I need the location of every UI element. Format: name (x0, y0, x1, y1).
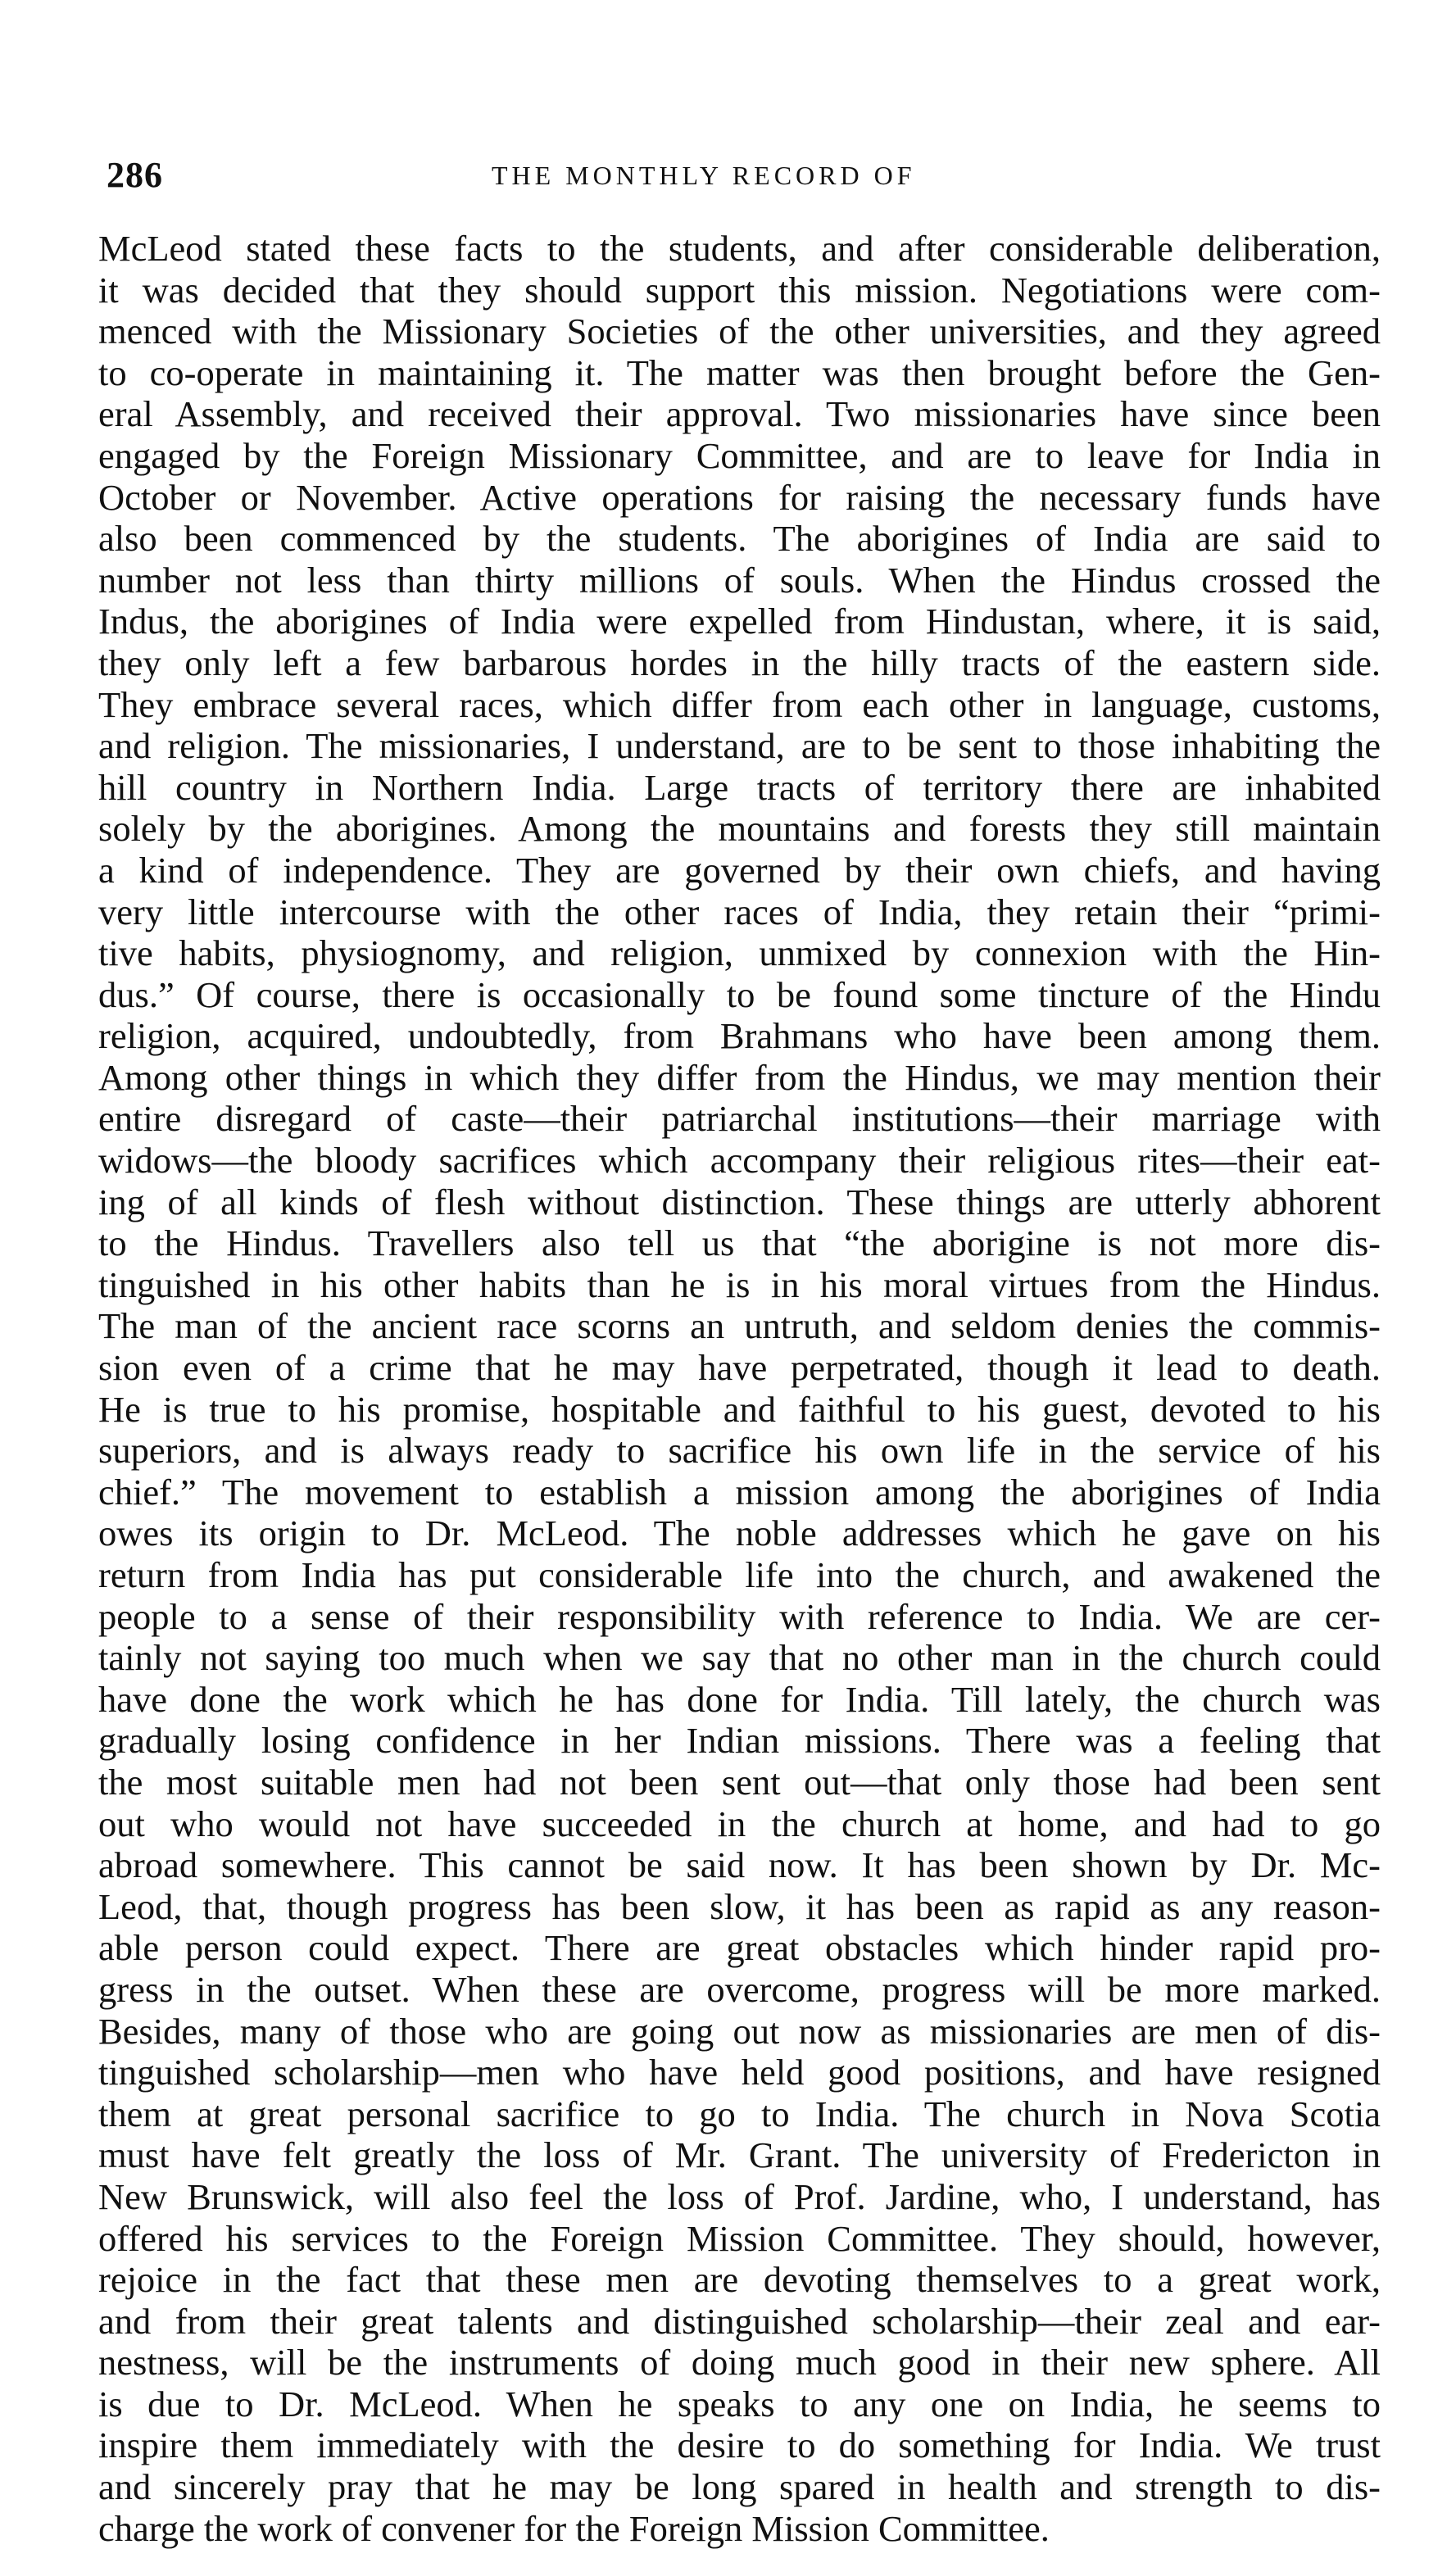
text-line: sion even of a crime that he may have perpetrated, though it lead to death. (98, 1347, 1381, 1389)
text-line: able person could expect. There are great obstacles which hinder rapid pro- (98, 1927, 1381, 1969)
text-line: out who would not have succeeded in the church at home, and had to go (98, 1803, 1381, 1844)
text-line: inspire them immediately with the desire to do something for India. We trust (98, 2424, 1381, 2466)
text-line: tive habits, physiognomy, and religion, unmixed by connexion with the Hin- (98, 932, 1381, 974)
text-line: people to a sense of their responsibility with reference to India. We are cer- (98, 1595, 1381, 1637)
text-line: October or November. Active operations for raising the necessary funds have (98, 476, 1381, 518)
text-line: them at great personal sacrifice to go to India. The church in Nova Scotia (98, 2093, 1381, 2134)
text-line: and religion. The missionaries, I understand, are to be sent to those inhabiting the (98, 725, 1381, 767)
text-line: must have felt greatly the loss of Mr. Grant. The university of Fredericton in (98, 2134, 1381, 2176)
body-paragraph (98, 228, 1381, 2549)
text-line: rejoice in the fact that these men are devoting themselves to a great work, (98, 2259, 1381, 2301)
text-line: widows—the bloody sacrifices which accompany their religious rites—their eat- (98, 1140, 1381, 1182)
text-line: tinguished in his other habits than he is in his moral virtues from the Hindus. (98, 1263, 1381, 1305)
text-line: return from India has put considerable life into the church, and awakened the (98, 1554, 1381, 1595)
text-line: New Brunswick, will also feel the loss of Prof. Jardine, who, I understand, has (98, 2175, 1381, 2217)
text-line: number not less than thirty millions of souls. When the Hindus crossed the (98, 559, 1381, 601)
text-line: religion, acquired, undoubtedly, from Brahmans who have been among them. (98, 1015, 1381, 1057)
text-line: to co-operate in maintaining it. The matter was then brought before the Gen- (98, 352, 1381, 393)
text-line: McLeod stated these facts to the students, and after considerable deliberation, (98, 228, 1381, 269)
text-line: a kind of independence. They are governed by their own chiefs, and having (98, 849, 1381, 891)
text-line: entire disregard of caste—their patriarchal institutions—their marriage with (98, 1098, 1381, 1140)
text-line: is due to Dr. McLeod. When he speaks to any one on India, he seems to (98, 2383, 1381, 2424)
text-line: have done the work which he has done for India. Till lately, the church was (98, 1678, 1381, 1720)
text-line: it was decided that they should support this mission. Negotiations were com- (98, 269, 1381, 311)
text-line: ing of all kinds of flesh without distinction. These things are utterly abhorent (98, 1181, 1381, 1222)
text-line: engaged by the Foreign Missionary Committee, and are to leave for India in (98, 434, 1381, 476)
text-line: The man of the ancient race scorns an untruth, and seldom denies the commis- (98, 1305, 1381, 1347)
text-line: hill country in Northern India. Large tracts of territory there are inhabited (98, 766, 1381, 808)
text-line: gress in the outset. When these are overcome, progress will be more marked. (98, 1968, 1381, 2010)
page-number: 286 (107, 155, 163, 195)
text-line: they only left a few barbarous hordes in the hilly tracts of the eastern side. (98, 642, 1381, 683)
running-head: THE MONTHLY RECORD OF (492, 161, 916, 190)
text-line: and sincerely pray that he may be long spared in health and strength to dis- (98, 2466, 1381, 2508)
text-line: menced with the Missionary Societies of the other universities, and they agreed (98, 311, 1381, 352)
text-line: chief.” The movement to establish a mission among the aborigines of India (98, 1471, 1381, 1513)
text-line: superiors, and is always ready to sacrifice his own life in the service of his (98, 1430, 1381, 1472)
text-line: They embrace several races, which differ from each other in language, customs, (98, 683, 1381, 725)
text-line: He is true to his promise, hospitable and faithful to his guest, devoted to his (98, 1388, 1381, 1430)
text-line: to the Hindus. Travellers also tell us that “the aborigine is not more dis- (98, 1222, 1381, 1264)
text-line: eral Assembly, and received their approval. Two missionaries have since been (98, 393, 1381, 435)
text-line: abroad somewhere. This cannot be said now. It has been shown by Dr. Mc- (98, 1844, 1381, 1886)
text-line: also been commenced by the students. The aborigines of India are said to (98, 518, 1381, 560)
text-line: Indus, the aborigines of India were expelled from Hindustan, where, it is said, (98, 601, 1381, 642)
text-line: charge the work of convener for the Foreign Mission Committee. (98, 2507, 1050, 2549)
text-line: owes its origin to Dr. McLeod. The noble addresses which he gave on his (98, 1513, 1381, 1554)
text-line: the most suitable men had not been sent out—that only those had been sent (98, 1761, 1381, 1803)
page-header (107, 154, 1385, 203)
text-line: solely by the aborigines. Among the mountains and forests they still maintain (98, 808, 1381, 850)
text-line: Leod, that, though progress has been slow, it has been as rapid as any reason- (98, 1885, 1381, 1927)
text-line: tinguished scholarship—men who have held good positions, and have resigned (98, 2052, 1381, 2093)
text-line: nestness, will be the instruments of doing much good in their new sphere. All (98, 2342, 1381, 2383)
text-line: offered his services to the Foreign Mission Committee. They should, however, (98, 2217, 1381, 2259)
text-line: gradually losing confidence in her Indian missions. There was a feeling that (98, 1720, 1381, 1762)
text-line: dus.” Of course, there is occasionally to be found some tincture of the Hindu (98, 973, 1381, 1015)
text-line: and from their great talents and distinguished scholarship—their zeal and ear- (98, 2300, 1381, 2342)
text-line: very little intercourse with the other races of India, they retain their “primi- (98, 891, 1381, 932)
text-line: Among other things in which they differ from the Hindus, we may mention their (98, 1056, 1381, 1098)
text-line: Besides, many of those who are going out now as missionaries are men of dis- (98, 2010, 1381, 2052)
text-line: tainly not saying too much when we say that no other man in the church could (98, 1637, 1381, 1679)
